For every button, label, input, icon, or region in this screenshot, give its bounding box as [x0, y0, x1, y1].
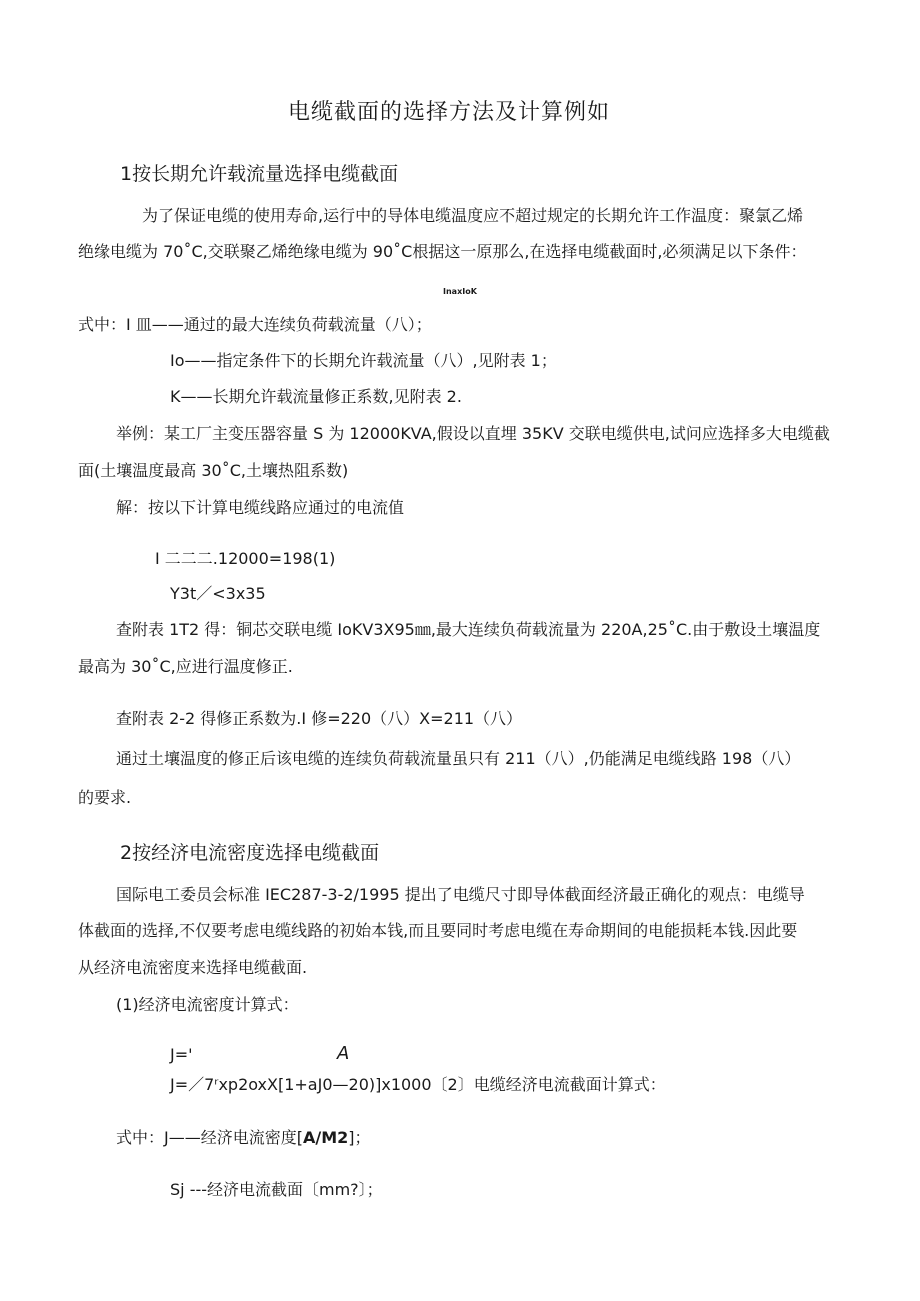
definition-j: [116, 1128, 371, 1148]
eq1-right: A: [337, 1043, 350, 1064]
example-line2: 面(土壤温度最高 30˚C,土壤热阻系数): [78, 461, 349, 480]
eq2-line: J=／7ʳxp2oxX[1+aJ0—20)]x1000〔2〕电缆经济电流截面计算式：: [170, 1075, 666, 1094]
item1-label: (1)经济电流密度计算式：: [116, 995, 299, 1014]
section2-heading: 2按经济电流密度选择电缆截面: [120, 842, 380, 864]
conclusion-line1: 通过土壤温度的修正后该电缆的连续负荷载流量虽只有 211（八）,仍能满足电缆线路 198（八）: [116, 749, 801, 768]
section2-intro-line2: 体截面的选择,不仅要考虑电缆线路的初始本钱,而且要同时考虑电缆在寿命期间的电能损耗本钱.因此要: [78, 921, 798, 940]
lookup2-line: 查附表 2-2 得修正系数为.I 修=220（八）X=211（八）: [116, 709, 523, 728]
solution-line: 解：按以下计算电缆线路应通过的电流值: [116, 498, 405, 517]
definition-sj: Sj ---经济电流截面〔mm?〕；: [170, 1180, 383, 1199]
definition-j-prefix: 式中：J——经济电流密度[: [116, 1128, 303, 1147]
definition-j-suffix: ]；: [348, 1128, 371, 1147]
document-title: 电缆截面的选择方法及计算例如: [288, 100, 611, 125]
conclusion-line2: 的要求.: [78, 788, 132, 807]
eq1-left: J=': [170, 1045, 193, 1064]
section2-intro-line3: 从经济电流密度来选择电缆截面.: [78, 958, 308, 977]
definition-io: Io——指定条件下的长期允许载流量（八）,见附表 1；: [170, 351, 557, 370]
definition-imax: 式中：I 皿——通过的最大连续负荷载流量（八）；: [78, 315, 432, 334]
calc-line1: I 二二二.12000=198(1): [155, 549, 336, 568]
lookup1-line2: 最高为 30˚C,应进行温度修正.: [78, 657, 293, 676]
formula-image-text: InaxIoK: [443, 287, 477, 296]
lookup1-line1: 查附表 1T2 得：铜芯交联电缆 IoKV3X95㎜,最大连续负荷载流量为 220A,25˚C.由于敷设土壤温度: [116, 620, 821, 639]
section1-heading: 1按长期允许载流量选择电缆截面: [120, 163, 399, 185]
section1-intro-line2: 绝缘电缆为 70˚C,交联聚乙烯绝缘电缆为 90˚C根据这一原那么,在选择电缆截面时,必须满足以下条件：: [78, 242, 807, 261]
example-line1: 举例：某工厂主变压器容量 S 为 12000KVA,假设以直埋 35KV 交联电缆供电,试问应选择多大电缆截: [116, 424, 830, 443]
section1-intro-line1: 为了保证电缆的使用寿命,运行中的导体电缆温度应不超过规定的长期允许工作温度：聚氯乙烯: [142, 206, 804, 225]
section2-intro-line1: 国际电工委员会标准 IEC287-3-2/1995 提出了电缆尺寸即导体截面经济最正确化的观点：电缆导: [116, 885, 805, 904]
calc-line2: Y3t／<3x35: [170, 584, 266, 603]
definition-j-unit: A/M2: [302, 1128, 349, 1147]
definition-k: K——长期允许载流量修正系数,见附表 2.: [170, 387, 462, 406]
